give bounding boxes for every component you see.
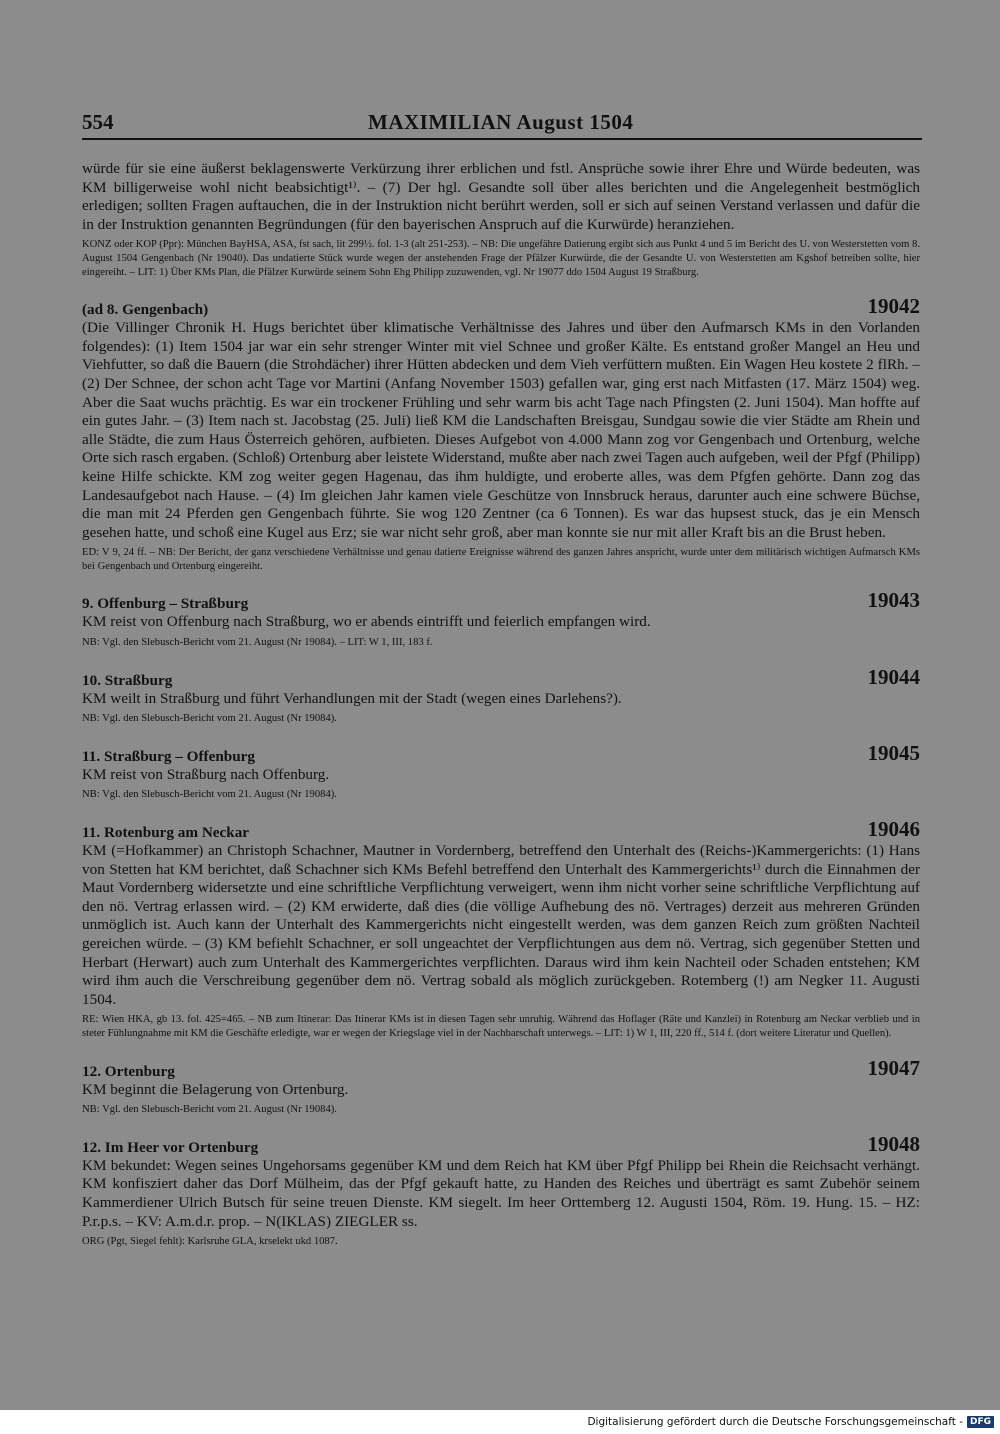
entry-heading [82,742,920,766]
entry-title: 10. Straßburg [82,671,173,689]
entry-heading [82,1133,920,1157]
entry-number: 19043 [867,588,920,613]
regest-entry [82,742,920,802]
regest-entry [82,1133,920,1249]
entry-note: NB: Vgl. den Slebusch-Bericht vom 21. August (Nr 19084). [82,713,337,725]
entry-heading [82,818,920,842]
regest-entry [82,666,920,726]
entry-list [82,295,920,1249]
entry-text: KM weilt in Straßburg und führt Verhandlungen mit der Stadt (wegen eines Darlehens?). [82,689,622,707]
page-content [82,160,920,1249]
intro-note: KONZ oder KOP (Ppr): München BayHSA, ASA, fst sach, lit 299½. fol. 1-3 (alt 251-253). – NB: Die ungefähre Datierung ergibt sich aus Punkt 4 und 5 im Bericht des U. von Westerstetten vom 8. August 1504 Gengenbach (Nr 19040). Das undatierte Stück wurde wegen der anstehenden Frage der Pfälzer Kurwürde, die der Gesandte U. von Westerstetten am Kgshof betreiben sollte, hier eingereiht. – LIT: 1) Über KMs Plan, die Pfälzer Kurwürde seinem Sohn Ehg Philipp zuzuwenden, vgl. Nr 19077 ddo 1504 August 19 Straßburg. [82,239,920,278]
regest-entry [82,589,920,649]
footer-credit: Digitalisierung gefördert durch die Deutsche Forschungsgemeinschaft - [587,1416,963,1428]
entry-note: NB: Vgl. den Slebusch-Bericht vom 21. August (Nr 19084). – LIT: W 1, III, 183 f. [82,637,433,649]
entry-note: RE: Wien HKA, gb 13. fol. 425=465. – NB zum Itinerar: Das Itinerar KMs ist in diesen Tagen sehr unruhig. Während das Hoflager (Räte und Kanzlei) in Rotenburg am Neckar verblieb und in steter Fühlungnahme mit KM die Geschäfte erledigte, war er wegen der Kriegslage viel in der Nachbarschaft unterwegs. – LIT: 1) W 1, III, 220 ff., 514 f. (dort weitere Literatur und Quellen). [82,1014,920,1039]
entry-number: 19046 [867,817,920,842]
entry-note: ORG (Pgt, Siegel fehlt): Karlsruhe GLA, krselekt ukd 1087. [82,1236,338,1248]
entry-note: NB: Vgl. den Slebusch-Bericht vom 21. August (Nr 19084). [82,1104,337,1116]
entry-number: 19042 [867,294,920,319]
entry-heading [82,295,920,319]
regest-entry [82,1057,920,1117]
entry-number: 19047 [867,1055,920,1080]
page-number: 554 [82,110,114,134]
entry-title: (ad 8. Gengenbach) [82,301,209,319]
entry-text: KM reist von Offenburg nach Straßburg, wo er abends eintrifft und feierlich empfangen wird. [82,613,651,631]
running-title: MAXIMILIAN August 1504 [368,110,634,134]
dfg-logo: DFG [967,1416,994,1428]
entry-note: NB: Vgl. den Slebusch-Bericht vom 21. August (Nr 19084). [82,789,337,801]
intro-paragraph: würde für sie eine äußerst beklagenswerte Verkürzung ihrer erblichen und fstl. Ansprüche sowie ihrer Ehre und Würde bedeuten, was KM billigerweise wohl nicht beabsichtigt¹⁾. – (7) Der hgl. Gesandte soll über alles berichten und die Angelegenheit bestmöglich erledigen; sollten Fragen auftauchen, die in der Instruktion nicht berührt werden, soll er sich auf seinen Verstand verlassen und dafür die in der Instruktion genannten Begründungen (für den bayerischen Anspruch auf die Kurwürde) heranziehen. [82,160,920,233]
entry-number: 19044 [867,664,920,689]
entry-number: 19048 [867,1131,920,1156]
entry-heading [82,589,920,613]
entry-title: 11. Straßburg – Offenburg [82,747,255,765]
entry-title: 9. Offenburg – Straßburg [82,595,249,613]
entry-text: KM bekundet: Wegen seines Ungehorsams gegenüber KM und dem Reich hat KM über Pfgf Philipp bei Rhein die Reichsacht verhängt. KM konfisziert daher das Dorf Mülheim, das der Pfgf gekauft hatte, zu Handen des Reiches und überträgt es samt Zubehör seinem Kammerdiener Ulrich Butsch für seine treuen Dienste. KM siegelt. Im heer Orttemberg 12. Augusti 1504, Röm. 19. Hung. 15. – HZ: P.r.p.s. – KV: A.m.d.r. prop. – N(IKLAS) ZIEGLER ss. [82,1156,920,1230]
entry-text: KM (=Hofkammer) an Christoph Schachner, Mautner in Vordernberg, betreffend den Unterhalt des (Reichs-)Kammergerichts: (1) Hans von Stetten hat KM berichtet, daß Schachner sich KMs Befehl betreffend den Unterhalt des Kammergerichts¹⁾ durch die Einnahmen der Maut Vordernberg widersetzte und eine schriftliche Verpflichtung verweigert, wenn ihm nicht vorher seine schriftliche Verpflichtung auf den nö. Vertrag erlassen wird. – (2) KM erwiderte, daß dies (die völlige Aufhebung des nö. Vertrages) derzeit aus mehreren Gründen unmöglich ist. Auch kann der Unterhalt des Kammergerichts nicht eingestellt werden, was dem ganzen Reich zum größten Nachteil gereichen würde. – (3) KM befiehlt Schachner, er soll ungeachtet der Verpflichtungen aus dem nö. Vertrag, sich gegenüber Stetten und Herbart (Herwart) auch zum Unterhalt des Kammergerichtes verpflichten. Daraus wird ihm kein Nachteil oder Schaden entstehen; KM wird ihm auch die Verschreibung gegenüber dem nö. Vertrag sobald als möglich zurückgeben. Rotemberg (!) am Negker 11. Augusti 1504. [82,842,920,1008]
page-footer [587,1416,994,1428]
entry-text: KM reist von Straßburg nach Offenburg. [82,765,330,783]
header-rule [82,138,922,140]
entry-text: KM beginnt die Belagerung von Ortenburg. [82,1080,349,1098]
entry-heading [82,1057,920,1081]
entry-title: 11. Rotenburg am Neckar [82,824,250,842]
regest-entry [82,295,920,573]
entry-text: (Die Villinger Chronik H. Hugs berichtet über klimatische Verhältnisse des Jahres und über den Aufmarsch KMs in den Vorlanden folgendes): (1) Item 1504 jar war ein sehr strenger Winter mit viel Schnee und großer Kälte. Es entstand großer Mangel an Heu und Viehfutter, so daß die Bauern (die Strohdächer) ihrer Hütten abdecken und dem Vieh verfüttern mußten. Ein Wagen Heu kostete 2 flRh. – (2) Der Schnee, der schon acht Tage vor Martini (Anfang November 1503) gefallen war, ging erst nach Mitfasten (17. März 1504) weg. Aber die Saat wuchs prächtig. Es war ein trockener Frühling und sehr warm bis acht Tage nach Pfingsten (2. Juni 1504). Man hoffte auf ein gutes Jahr. – (3) Item nach st. Jacobstag (25. Juli) ließ KM die Landschaften Breisgau, Sundgau sowie die vier Städte am Rhein und alle Städte, die zum Haus Österreich gehören, aufbieten. Dieses Aufgebot von 4.000 Mann zog vor Gengenbach und Ortenburg, welche Orte sich rasch ergaben. (Schloß) Ortenburg aber leistete Widerstand, mußte aber nach zwei Tagen auch aufgeben, weil der Pfgf (Philipp) keine Hilfe schickte. KM zog weiter gegen Hagenau, das ihm huldigte, und eroberte alles, was dem Pfgfen gehörte. Dann zog das Landesaufgebot nach Hause. – (4) Im gleichen Jahr kamen viele Geschütze von Innsbruck heraus, darunter auch eine schwere Büchse, die man mit 24 Pferden gen Gengenbach führte. Sie wog 120 Zentner (ca 6 Tonnen). Es war das hupsest stuck, das je ein Mensch gesehen hatte, und schoß eine Kugel aus Erz; sie war nicht sehr groß, aber man konnte sie nur mit aller Kraft bis an die Brust heben. [82,319,920,541]
regest-entry [82,818,920,1041]
page-header [82,106,922,140]
entry-number: 19045 [867,740,920,765]
entry-note: ED: V 9, 24 ff. – NB: Der Bericht, der ganz verschiedene Verhältnisse und genau datierte Ereignisse während des ganzen Jahres anspricht, wurde unter dem militärisch wichtigen Aufmarsch KMs bei Gengenbach und Ortenburg eingereiht. [82,547,920,572]
entry-title: 12. Im Heer vor Ortenburg [82,1138,259,1156]
entry-title: 12. Ortenburg [82,1062,175,1080]
entry-heading [82,666,920,690]
